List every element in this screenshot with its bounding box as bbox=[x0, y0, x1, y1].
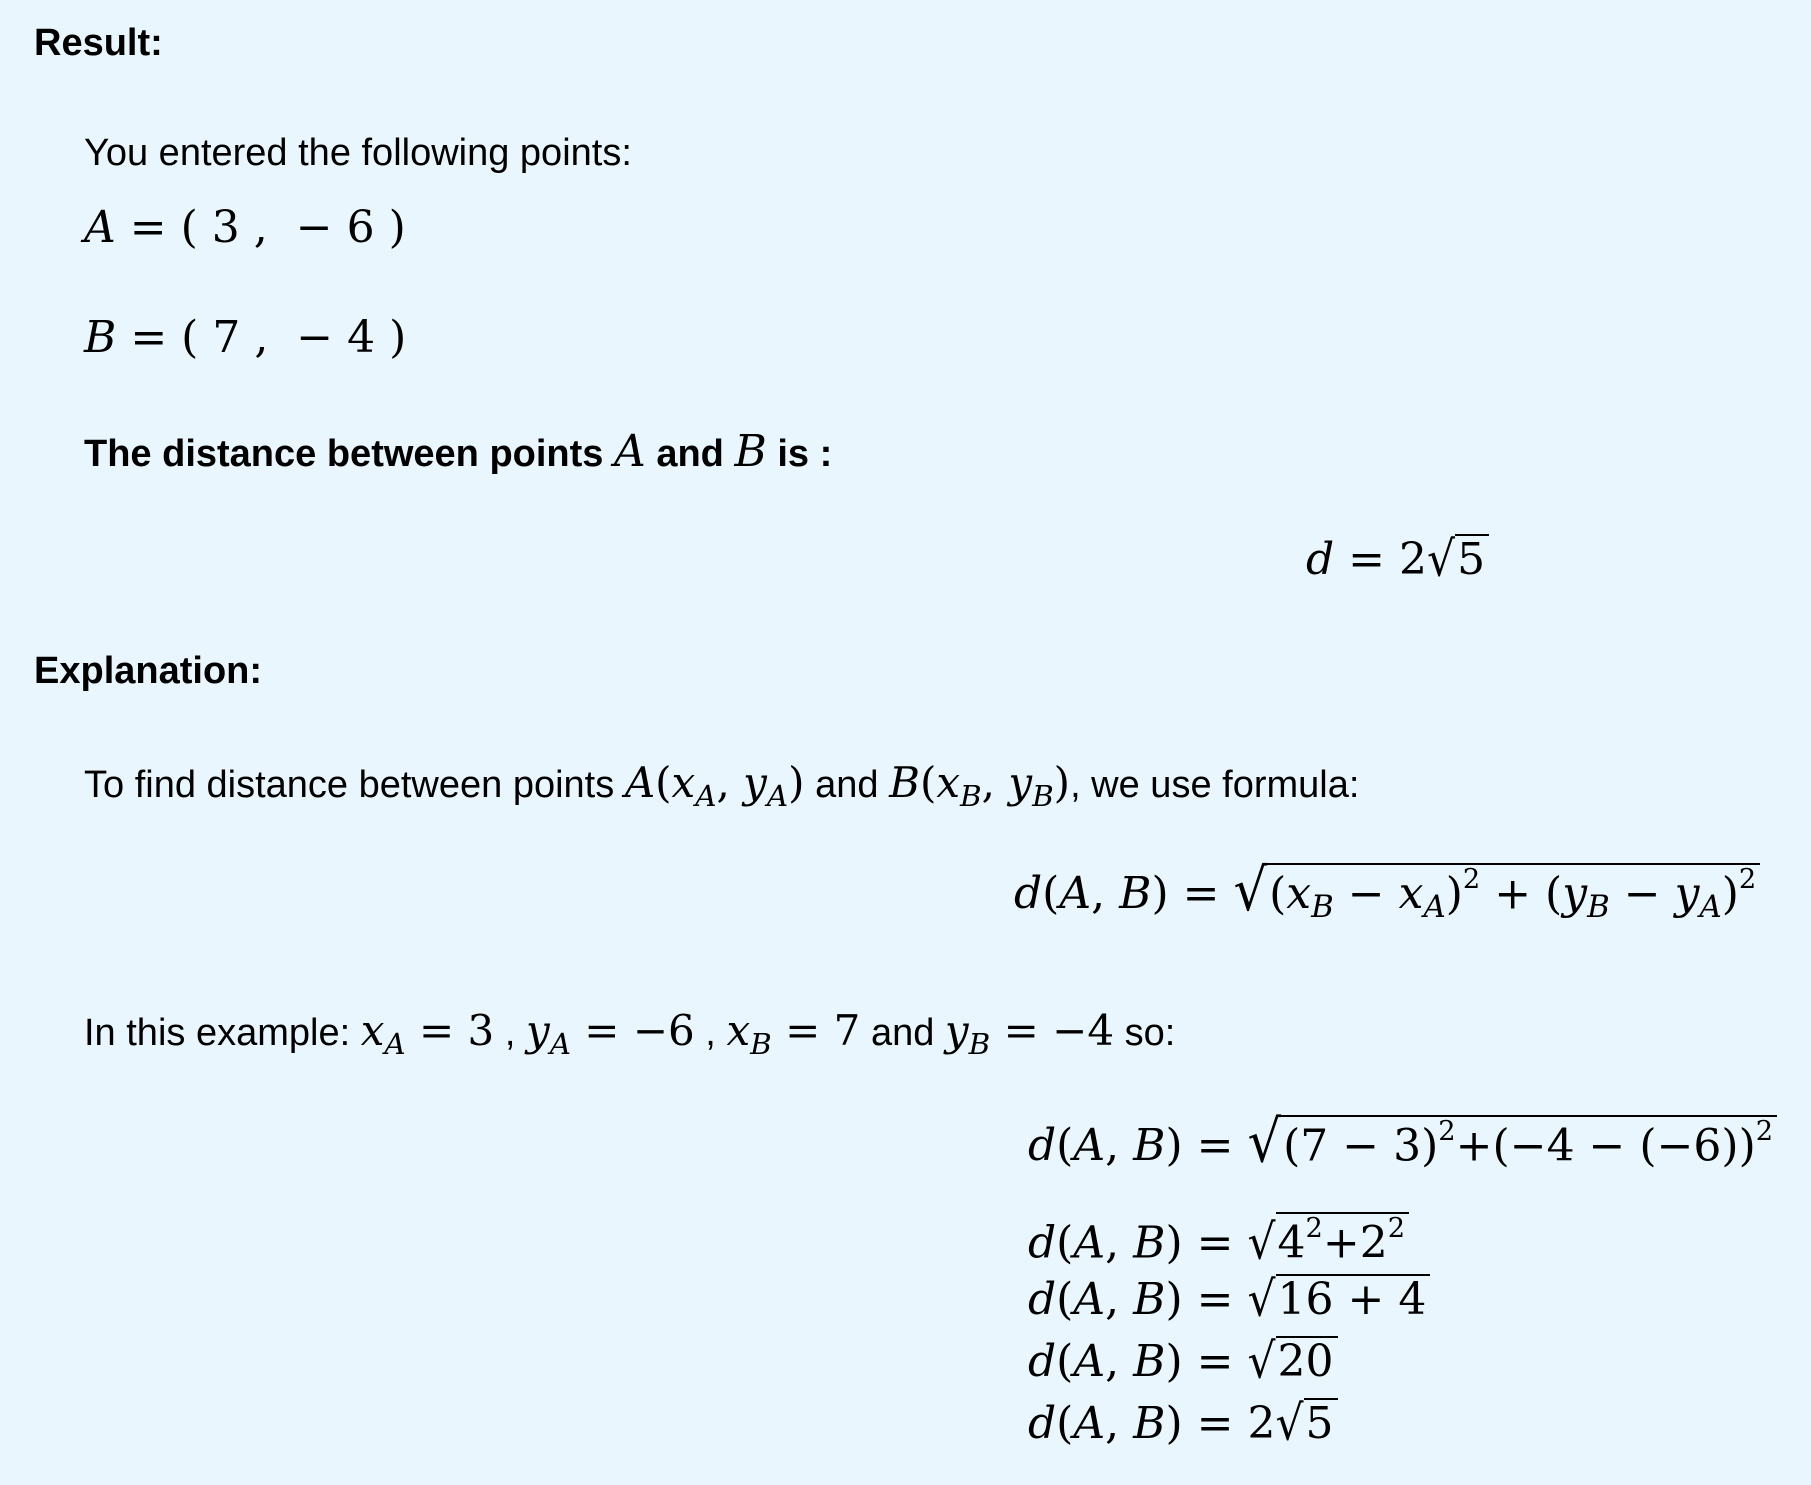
distance-answer: d = 2√5 bbox=[1306, 534, 1489, 585]
step-2: d(A, $B) = √4^2+2^2$ bbox=[1028, 1212, 1409, 1268]
point-a: A = ( 3 , − 6 ) bbox=[84, 202, 406, 253]
point-b: B = ( 7 , − 4 ) bbox=[84, 312, 407, 363]
step-4: d(A, B) = √20 bbox=[1028, 1336, 1338, 1387]
distance-formula: d(A, $B) = √(x_B - x_A)^2 + (y_B - y_A)^2$ bbox=[1014, 860, 1760, 925]
step-5: d(A, B) = 2√5 bbox=[1028, 1398, 1338, 1449]
example-values: In this example: $x_A = 3$ , $y_A = -6$ , $x_B = 7$ and $y_B = -4$ so: bbox=[84, 1006, 1176, 1061]
formula-intro: To find distance between points $A(x_A$, $y_A$) and $B(x_B$, $y_B$), we use formula: bbox=[84, 758, 1360, 813]
distance-statement: The distance between points A and B is : bbox=[84, 426, 833, 477]
step-1: d(A, $B) = √(7 - 3)^2+(-4 - (-6))^2$ bbox=[1028, 1112, 1777, 1173]
explanation-heading: Explanation: bbox=[34, 650, 263, 692]
result-heading: Result: bbox=[34, 22, 163, 64]
step-3: d(A, B) = √16 + 4 bbox=[1028, 1274, 1430, 1325]
intro-text: You entered the following points: bbox=[84, 132, 632, 174]
